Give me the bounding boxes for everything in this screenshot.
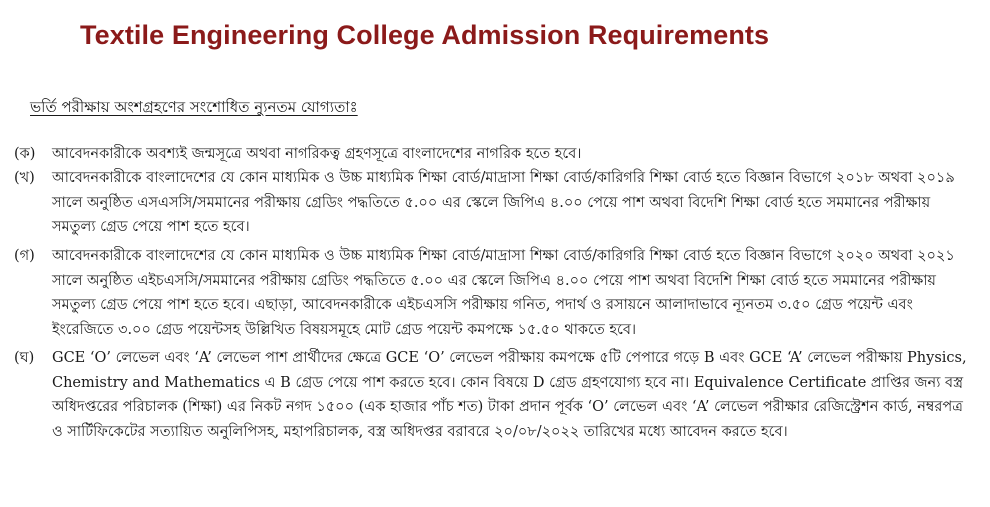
notice-heading: ভর্তি পরীক্ষায় অংশগ্রহণের সংশোধিত ন্যুনতম যোগ্যতাঃ bbox=[30, 98, 358, 116]
page-title: Textile Engineering College Admission Requirements bbox=[80, 20, 770, 50]
requirement-marker: (ঘ) bbox=[14, 350, 35, 366]
requirement-text: আবেদনকারীকে বাংলাদেশের যে কোন মাধ্যমিক ও উচ্চ মাধ্যমিক শিক্ষা বোর্ড/মাদ্রাসা শিক্ষা বোর্ড/কারিগরি শিক্ষা বোর্ড হতে বিজ্ঞান বিভাগে ২০১৮ অথবা ২০১৯ সালে অনুষ্ঠিত এসএসসি/সমমানের পরীক্ষায় গ্রেডিং পদ্ধতিতে ৫.০০ এর স্কেলে জিপিএ ৪.০০ পেয়ে পাশ অথবা বিদেশি শিক্ষা বোর্ড হতে সমমানের পরীক্ষায় সমতুল্য গ্রেড পেয়ে পাশ হতে হবে। bbox=[52, 170, 955, 235]
requirement-item bbox=[14, 346, 974, 444]
requirement-marker: (ক) bbox=[14, 146, 36, 162]
requirement-text: আবেদনকারীকে বাংলাদেশের যে কোন মাধ্যমিক ও উচ্চ মাধ্যমিক শিক্ষা বোর্ড/মাদ্রাসা শিক্ষা বোর্ড/কারিগরি শিক্ষা বোর্ড হতে বিজ্ঞান বিভাগে ২০২০ অথবা ২০২১ সালে অনুষ্ঠিত এইচএসসি/সমমানের পরীক্ষায় গ্রেডিং পদ্ধতিতে ৫.০০ এর স্কেলে জিপিএ ৪.০০ পেয়ে পাশ অথবা বিদেশি শিক্ষা বোর্ড হতে সমমানের পরীক্ষায় সমতুল্য গ্রেড পেয়ে পাশ হতে হবে। এছাড়া, আবেদনকারীকে এইচএসসি পরীক্ষায় গনিত, পদার্থ ও রসায়নে আলাদাভাবে ন্যূনতম ৩.৫০ গ্রেড পয়েন্ট এবং ইংরেজিতে ৩.০০ গ্রেড পয়েন্টসহ উল্লিখিত বিষয়সমূহে মোট গ্রেড পয়েন্ট কমপক্ষে ১৫.৫০ থাকতে হবে। bbox=[52, 248, 955, 338]
requirement-marker: (গ) bbox=[14, 248, 35, 264]
requirement-marker: (খ) bbox=[14, 170, 35, 186]
requirement-item bbox=[14, 166, 974, 240]
requirement-item bbox=[14, 142, 974, 167]
requirement-text: GCE ‘O’ লেভেল এবং ‘A’ লেভেল পাশ প্রার্থীদের ক্ষেত্রে GCE ‘O’ লেভেল পরীক্ষায় কমপক্ষে ৫টি পেপারে গড়ে B এবং GCE ‘A’ লেভেল পরীক্ষায় Physics, Chemistry and Mathematics এ B গ্রেড পেয়ে পাশ করতে হবে। কোন বিষয়ে D গ্রেড গ্রহণযোগ্য হবে না। Equivalence Certificate প্রাপ্তির জন্য বস্ত্র অধিদপ্তরের পরিচালক (শিক্ষা) এর নিকট নগদ ১৫০০ (এক হাজার পাঁচ শত) টাকা প্রদান পূর্বক ‘O’ লেভেল এবং ‘A’ লেভেল পরীক্ষার রেজিস্ট্রেশন কার্ড, নম্বরপত্র ও সার্টিফিকেটের সত্যায়িত অনুলিপিসহ, মহাপরিচালক, বস্ত্র অধিদপ্তর বরাবরে ২০/০৮/২০২২ তারিখের মধ্যে আবেদন করতে হবে। bbox=[52, 350, 967, 440]
requirement-item bbox=[14, 244, 974, 342]
requirement-text: আবেদনকারীকে অবশ্যই জন্মসূত্রে অথবা নাগরিকত্ব গ্রহণসূত্রে বাংলাদেশের নাগরিক হতে হবে। bbox=[52, 146, 582, 162]
